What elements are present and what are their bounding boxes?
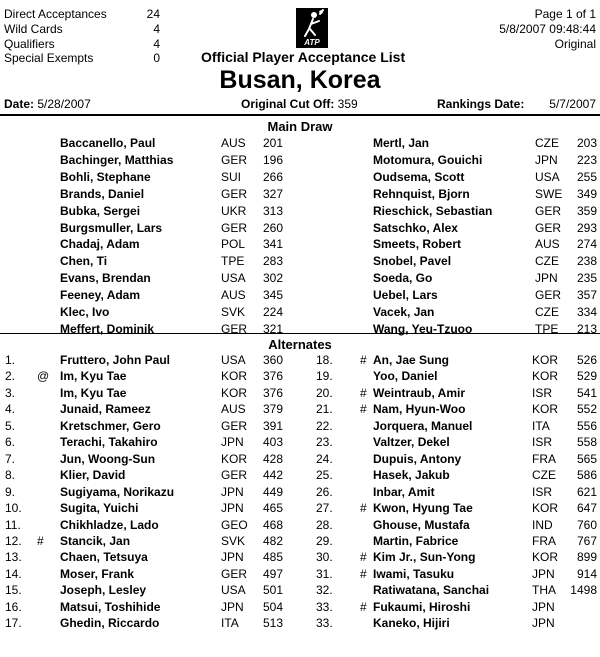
table-row: [0, 204, 600, 220]
player-name: Meffert, Dominik: [60, 321, 155, 336]
alternate-number: 4.: [5, 402, 16, 417]
player-name: Uebel, Lars: [373, 288, 438, 303]
summary-value: 4: [153, 22, 160, 36]
player-name: Klec, Ivo: [60, 305, 110, 319]
player-name: Jun, Woong-Sun: [60, 451, 156, 466]
player-rank: 558: [576, 435, 597, 450]
player-name: Dupuis, Antony: [373, 451, 462, 466]
player-country: JPN: [532, 599, 555, 614]
player-rank: 482: [262, 534, 283, 548]
player-country: KOR: [532, 402, 559, 417]
cutoff-label: Original Cut Off:: [241, 97, 335, 111]
player-name: Vacek, Jan: [373, 305, 435, 319]
summary-label: Special Exempts: [4, 51, 94, 65]
table-row: [0, 305, 600, 321]
table-row: [0, 136, 600, 152]
alternate-number: 24.: [316, 451, 333, 466]
alternate-number: 33.: [316, 599, 333, 614]
player-country: JPN: [532, 616, 555, 631]
player-rank: 196: [262, 152, 283, 167]
player-rank: 403: [262, 435, 283, 450]
player-country: JPN: [221, 599, 244, 614]
section-divider: [0, 333, 600, 334]
alternate-number: 8.: [5, 468, 16, 483]
alternate-number: 5.: [5, 418, 16, 433]
player-rank: 274: [576, 237, 597, 252]
player-rank: 345: [262, 288, 283, 303]
player-name: Junaid, Rameez: [60, 402, 151, 417]
alternate-number: 23.: [316, 435, 333, 450]
player-name: Stancik, Jan: [60, 534, 131, 548]
player-rank: 235: [576, 271, 597, 286]
player-name: Brands, Daniel: [60, 186, 145, 201]
player-rank: 552: [576, 402, 597, 417]
player-rank: 224: [262, 305, 283, 319]
player-country: THA: [532, 583, 556, 598]
table-row: [0, 187, 600, 203]
player-rank: 465: [262, 501, 283, 515]
player-country: SWE: [535, 186, 563, 201]
alternate-number: 2.: [5, 369, 16, 384]
player-rank: 334: [576, 305, 597, 319]
summary-value: 0: [153, 51, 160, 65]
player-country: GER: [221, 418, 248, 433]
player-name: An, Jae Sung: [373, 353, 450, 367]
alternate-number: 19.: [316, 369, 333, 384]
player-rank: 283: [262, 254, 283, 269]
summary-value: 24: [146, 7, 160, 21]
table-row: [0, 435, 600, 451]
player-country: CZE: [535, 305, 559, 319]
player-rank: 767: [576, 534, 597, 548]
player-name: Hasek, Jakub: [373, 468, 450, 483]
alternate-number: 33.: [316, 616, 333, 631]
table-row: [0, 501, 600, 517]
player-rank: 201: [262, 136, 283, 150]
player-country: ISR: [532, 484, 553, 499]
player-rank: 302: [262, 271, 283, 286]
player-rank: 203: [576, 136, 597, 150]
player-rank: 293: [576, 220, 597, 235]
player-name: Chaen, Tetsuya: [60, 550, 148, 565]
player-rank: 428: [262, 451, 283, 466]
player-name: Motomura, Gouichi: [373, 152, 483, 167]
player-name: Sugiyama, Norikazu: [60, 484, 175, 499]
player-country: KOR: [532, 369, 559, 384]
table-row: [0, 369, 600, 385]
player-name: Iwami, Tasuku: [373, 566, 455, 581]
player-country: AUS: [221, 136, 246, 150]
alternate-number: 25.: [316, 468, 333, 483]
player-name: Jorquera, Manuel: [373, 418, 473, 433]
player-rank: 360: [262, 353, 283, 367]
player-country: USA: [221, 271, 246, 286]
alternate-number: 30.: [316, 550, 333, 565]
entry-marker: #: [360, 385, 367, 400]
player-country: JPN: [221, 484, 244, 499]
table-row: [0, 567, 600, 583]
player-rank: 621: [576, 484, 597, 499]
rankings-date-value: 5/7/2007: [549, 97, 596, 111]
atp-logo: [296, 8, 328, 48]
alternate-number: 29.: [316, 534, 333, 548]
player-rank: 213: [576, 321, 597, 336]
player-rank: 914: [576, 566, 597, 581]
entry-marker: #: [360, 566, 367, 581]
player-name: Oudsema, Scott: [373, 169, 465, 184]
player-rank: 1498: [570, 583, 597, 598]
player-rank: 442: [262, 468, 283, 483]
player-country: POL: [221, 237, 246, 252]
entry-marker: #: [360, 599, 367, 614]
player-rank: 349: [576, 186, 597, 201]
table-row: [0, 322, 600, 338]
player-country: KOR: [532, 501, 559, 515]
player-rank: 359: [576, 203, 597, 218]
entry-marker: #: [360, 353, 367, 367]
alternate-number: 21.: [316, 402, 333, 417]
alternate-number: 14.: [5, 566, 22, 581]
player-country: JPN: [221, 550, 244, 565]
alternate-number: 15.: [5, 583, 22, 598]
player-rank: 376: [262, 369, 283, 384]
player-rank: 485: [262, 550, 283, 565]
player-rank: 586: [576, 468, 597, 483]
player-rank: 376: [262, 385, 283, 400]
table-row: [0, 386, 600, 402]
entry-marker: @: [37, 369, 50, 384]
table-row: [0, 237, 600, 253]
player-rank: 497: [262, 566, 283, 581]
alternate-number: 6.: [5, 435, 16, 450]
table-row: [0, 616, 600, 632]
alternate-number: 11.: [5, 517, 21, 532]
player-name: Smeets, Robert: [373, 237, 462, 252]
table-row: [0, 419, 600, 435]
entry-marker: #: [360, 501, 367, 515]
player-country: SVK: [221, 305, 246, 319]
player-name: Chikhladze, Lado: [60, 517, 159, 532]
player-name: Martin, Fabrice: [373, 534, 459, 548]
player-name: Fruttero, John Paul: [60, 353, 171, 367]
player-name: Sugita, Yuichi: [60, 501, 139, 515]
player-rank: 238: [576, 254, 597, 269]
player-country: GER: [221, 220, 248, 235]
player-name: Yoo, Daniel: [373, 369, 438, 384]
cutoff-value: 359: [337, 97, 358, 111]
player-country: CZE: [535, 136, 559, 150]
alternate-number: 12.: [5, 534, 22, 548]
table-row: [0, 534, 600, 550]
entry-marker: #: [37, 534, 44, 548]
player-name: Ghouse, Mustafa: [373, 517, 470, 532]
main-draw-title: Main Draw: [267, 119, 333, 134]
player-name: Rehnquist, Bjorn: [373, 186, 470, 201]
player-name: Kwon, Hyung Tae: [373, 501, 473, 515]
player-name: Rieschick, Sebastian: [373, 203, 493, 218]
player-country: GER: [221, 186, 248, 201]
player-name: Mertl, Jan: [373, 136, 430, 150]
player-rank: 468: [262, 517, 283, 532]
alternate-number: 16.: [5, 599, 22, 614]
table-row: [0, 221, 600, 237]
list-status: Original: [554, 37, 596, 51]
player-rank: 313: [262, 203, 283, 218]
player-country: FRA: [532, 451, 556, 466]
player-rank: 327: [262, 186, 283, 201]
player-country: JPN: [535, 271, 558, 286]
player-country: SVK: [221, 534, 246, 548]
player-country: CZE: [535, 254, 559, 269]
player-name: Bachinger, Matthias: [60, 152, 174, 167]
player-country: ISR: [532, 435, 553, 450]
player-name: Chadaj, Adam: [60, 237, 140, 252]
entry-marker: #: [360, 402, 367, 417]
player-country: GEO: [221, 517, 248, 532]
player-rank: 357: [576, 288, 597, 303]
tournament-name: Busan, Korea: [219, 66, 381, 94]
player-country: JPN: [535, 152, 558, 167]
alternate-number: 31.: [316, 566, 333, 581]
player-country: CZE: [532, 468, 556, 483]
player-name: Bubka, Sergei: [60, 203, 141, 218]
document-title: Official Player Acceptance List: [201, 49, 406, 65]
player-rank: 260: [262, 220, 283, 235]
player-country: GER: [535, 288, 562, 303]
player-name: Soeda, Go: [373, 271, 433, 286]
player-country: AUS: [535, 237, 560, 252]
player-rank: 223: [576, 152, 597, 167]
player-rank: 541: [576, 385, 597, 400]
player-name: Baccanello, Paul: [60, 136, 156, 150]
player-rank: 341: [262, 237, 283, 252]
player-country: AUS: [221, 288, 246, 303]
player-country: USA: [221, 583, 246, 598]
player-name: Chen, Ti: [60, 254, 108, 269]
player-country: GER: [535, 220, 562, 235]
player-rank: 266: [262, 169, 283, 184]
player-rank: 449: [262, 484, 283, 499]
alternate-number: 13.: [5, 550, 22, 565]
player-name: Valtzer, Dekel: [373, 435, 450, 450]
player-country: IND: [532, 517, 553, 532]
player-name: Kim Jr., Sun-Yong: [373, 550, 476, 565]
player-name: Kaneko, Hijiri: [373, 616, 450, 631]
table-row: [0, 550, 600, 566]
player-country: KOR: [221, 385, 248, 400]
player-country: USA: [535, 169, 560, 184]
table-row: [0, 402, 600, 418]
player-name: Im, Kyu Tae: [60, 385, 127, 400]
player-country: FRA: [532, 534, 556, 548]
player-name: Fukaumi, Hiroshi: [373, 599, 471, 614]
cutoff-field: [241, 97, 358, 111]
player-name: Ratiwatana, Sanchai: [373, 583, 490, 598]
player-country: TPE: [535, 321, 559, 336]
player-country: KOR: [221, 369, 248, 384]
table-row: [0, 271, 600, 287]
player-rank: 529: [576, 369, 597, 384]
table-row: [0, 170, 600, 186]
table-row: [0, 518, 600, 534]
alternate-number: 28.: [316, 517, 333, 532]
player-country: TPE: [221, 254, 245, 269]
player-rank: 526: [576, 353, 597, 367]
player-name: Moser, Frank: [60, 566, 135, 581]
player-rank: 647: [576, 501, 597, 515]
player-rank: 379: [262, 402, 283, 417]
player-country: AUS: [221, 402, 246, 417]
player-rank: 513: [262, 616, 283, 631]
player-country: KOR: [221, 451, 248, 466]
summary-label: Wild Cards: [4, 22, 63, 36]
player-name: Kretschmer, Gero: [60, 418, 161, 433]
entry-marker: #: [360, 550, 367, 565]
alternate-number: 3.: [5, 385, 16, 400]
player-rank: 565: [576, 451, 597, 466]
player-country: UKR: [221, 203, 247, 218]
player-country: USA: [221, 353, 246, 367]
player-country: ISR: [532, 385, 553, 400]
player-country: JPN: [221, 501, 244, 515]
player-name: Feeney, Adam: [60, 288, 141, 303]
player-name: Weintraub, Amir: [373, 385, 466, 400]
table-row: [0, 254, 600, 270]
alternate-number: 27.: [316, 501, 333, 515]
summary-value: 4: [153, 37, 160, 51]
alternate-number: 9.: [5, 484, 16, 499]
player-rank: 255: [576, 169, 597, 184]
table-row: [0, 153, 600, 169]
player-country: KOR: [532, 353, 559, 367]
table-row: [0, 583, 600, 599]
table-row: [0, 452, 600, 468]
player-name: Wang, Yeu-Tzuoo: [373, 321, 473, 336]
player-name: Nam, Hyun-Woo: [373, 402, 466, 417]
summary-label: Qualifiers: [4, 37, 55, 51]
player-name: Burgsmuller, Lars: [60, 220, 163, 235]
player-country: GER: [221, 566, 248, 581]
alternate-number: 26.: [316, 484, 333, 499]
player-country: GER: [221, 152, 248, 167]
player-name: Evans, Brendan: [60, 271, 151, 286]
player-country: ITA: [221, 616, 239, 631]
player-name: Inbar, Amit: [373, 484, 435, 499]
table-row: [0, 600, 600, 616]
player-name: Im, Kyu Tae: [60, 369, 127, 384]
player-country: ITA: [532, 418, 550, 433]
player-name: Terachi, Takahiro: [60, 435, 158, 450]
print-datetime: 5/8/2007 09:48:44: [499, 22, 596, 36]
player-rank: 899: [576, 550, 597, 565]
table-row: [0, 353, 600, 369]
table-row: [0, 485, 600, 501]
player-rank: 321: [262, 321, 283, 336]
player-rank: 501: [262, 583, 283, 598]
alternate-number: 22.: [316, 418, 333, 433]
player-country: GER: [221, 468, 248, 483]
player-country: JPN: [221, 435, 244, 450]
date-value: 5/28/2007: [37, 97, 91, 111]
player-rank: 391: [262, 418, 283, 433]
player-country: GER: [535, 203, 562, 218]
table-row: [0, 288, 600, 304]
player-country: JPN: [532, 566, 555, 581]
player-name: Ghedin, Riccardo: [60, 616, 160, 631]
alternate-number: 1.: [5, 353, 16, 367]
player-rank: 556: [576, 418, 597, 433]
player-country: GER: [221, 321, 248, 336]
atp-logo-text: ATP: [304, 38, 320, 47]
alternate-number: 32.: [316, 583, 333, 598]
page-number: Page 1 of 1: [534, 7, 596, 21]
player-rank: 504: [262, 599, 283, 614]
rankings-date-label: Rankings Date:: [437, 97, 525, 111]
summary-label: Direct Acceptances: [4, 7, 107, 21]
alternate-number: 10.: [5, 501, 22, 515]
alternate-number: 7.: [5, 451, 16, 466]
player-name: Joseph, Lesley: [60, 583, 147, 598]
player-name: Bohli, Stephane: [60, 169, 151, 184]
player-name: Matsui, Toshihide: [60, 599, 161, 614]
atp-logo-graphic: [296, 8, 328, 48]
player-country: KOR: [532, 550, 559, 565]
player-name: Klier, David: [60, 468, 126, 483]
alternate-number: 18.: [316, 353, 333, 367]
player-rank: 760: [576, 517, 597, 532]
table-row: [0, 468, 600, 484]
alternate-number: 17.: [5, 616, 22, 631]
player-name: Snobel, Pavel: [373, 254, 452, 269]
date-field: [4, 97, 91, 111]
header-divider: [0, 114, 600, 116]
player-name: Satschko, Alex: [373, 220, 458, 235]
alternate-number: 20.: [316, 385, 333, 400]
date-label: Date:: [4, 97, 35, 111]
alternates-title: Alternates: [268, 337, 332, 352]
player-country: SUI: [221, 169, 242, 184]
